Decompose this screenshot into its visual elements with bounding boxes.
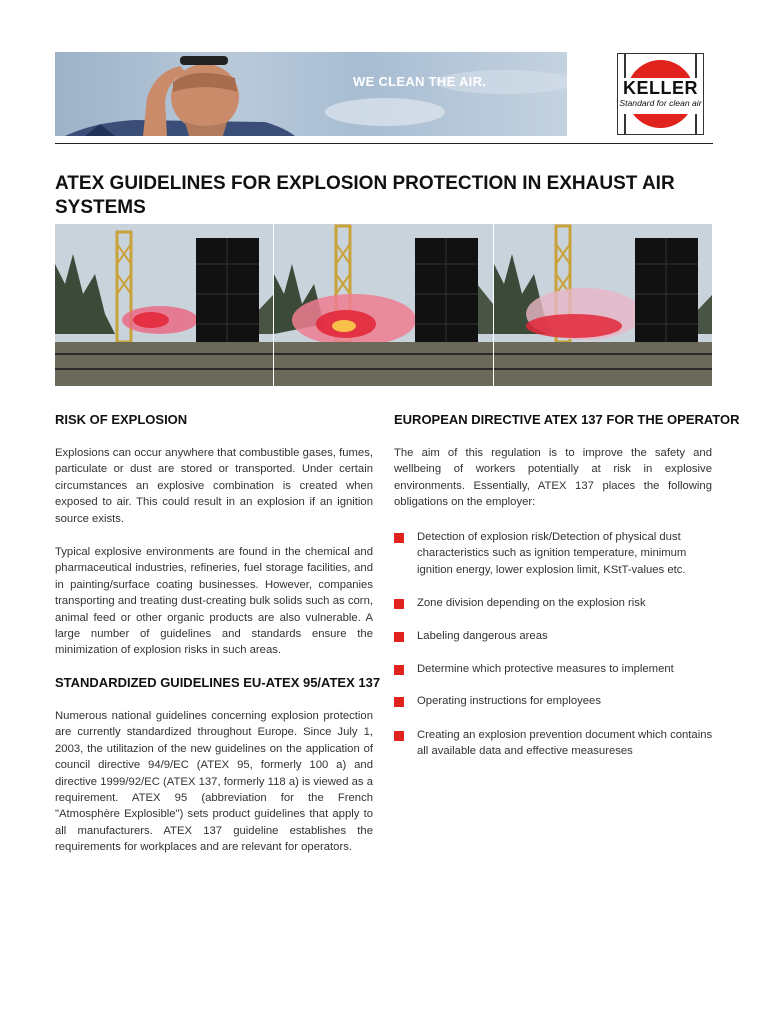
obligation-text: Detection of explosion risk/Detection of physical dust characteristics such as ignition temperature, minimum ignition energy, lower explosion limit, KStT-values etc. [417,531,687,576]
explosion-photo-2 [273,224,492,386]
explosion-photo-strip [55,224,712,386]
header-banner [55,52,567,136]
list-item [394,693,714,709]
logo-name: KELLER [623,78,698,98]
risk-heading: RISK OF EXPLOSION [55,412,188,427]
obligation-text: Operating instructions for employees [417,695,601,708]
obligations-list [394,529,714,760]
list-item [394,661,714,677]
bullet-square-icon [394,697,404,707]
risk-paragraph-1: Explosions can occur anywhere that combustible gases, fumes, particulate or dust are stored or transported. Under certain circumstances an explosive combination is created when exposed to air. This could result in an explosion if an ignition source exists. [55,447,373,525]
obligation-text: Labeling dangerous areas [417,629,548,642]
page-title: ATEX GUIDELINES FOR EXPLOSION PROTECTION IN EXHAUST AIR SYSTEMS [55,173,675,218]
list-item [394,529,714,578]
bullet-square-icon [394,533,404,543]
risk-paragraph-2: Typical explosive environments are found in the chemical and pharmaceutical industries, refineries, fuel storage facilities, and in painting/surface coating businesses. However, companies transporting and treating dust-creating bulk solids such as corn, animal feed or other organic products are also vulnerable. A large number of guidelines and standards ensure the minimization of explosion risks in such areas. [55,546,373,657]
operator-directive-intro: The aim of this regulation is to improve the safety and wellbeing of workers potentially at risk in explosive environments. Essentially, ATEX 137 places the following obligations on the employer: [394,447,712,509]
standardized-guidelines-paragraph: Numerous national guidelines concerning explosion protection are currently standardized throughout Europe. Since July 1, 2003, the utilitazion of the new guidelines on the application of council directive 94/9/EC (ATEX 95, formerly 100 a) and directive 1999/92/EC (ATEX 137, formerly 118 a) is viewed as a requirement. ATEX 95 (abbreviation for the French "Atmosphère Explosible") sets product guidelines that apply to all manufacturers. ATEX 137 guideline establishes the requirements for workplaces and are relevant for operators. [55,710,373,854]
explosion-photo-1 [55,224,273,386]
operator-directive-heading: EUROPEAN DIRECTIVE ATEX 137 FOR THE OPERATOR [394,412,740,427]
obligation-text: Creating an explosion prevention document which contains all available data and effective measureses [417,728,713,758]
keller-logo [617,53,704,135]
bullet-square-icon [394,731,404,741]
bullet-square-icon [394,632,404,642]
obligation-text: Zone division depending on the explosion risk [417,597,646,610]
banner-photo [55,52,567,136]
list-item [394,628,714,644]
explosion-photo-3 [493,224,712,386]
bullet-square-icon [394,665,404,675]
standardized-guidelines-heading: STANDARDIZED GUIDELINES EU-ATEX 95/ATEX 137 [55,675,381,690]
header-divider [55,143,713,144]
obligation-text: Determine which protective measures to implement [417,663,674,676]
list-item [394,595,714,611]
banner-slogan: WE CLEAN THE AIR. [353,74,487,89]
bullet-square-icon [394,599,404,609]
list-item [394,727,714,760]
logo-tagline: Standard for clean air [619,98,702,108]
